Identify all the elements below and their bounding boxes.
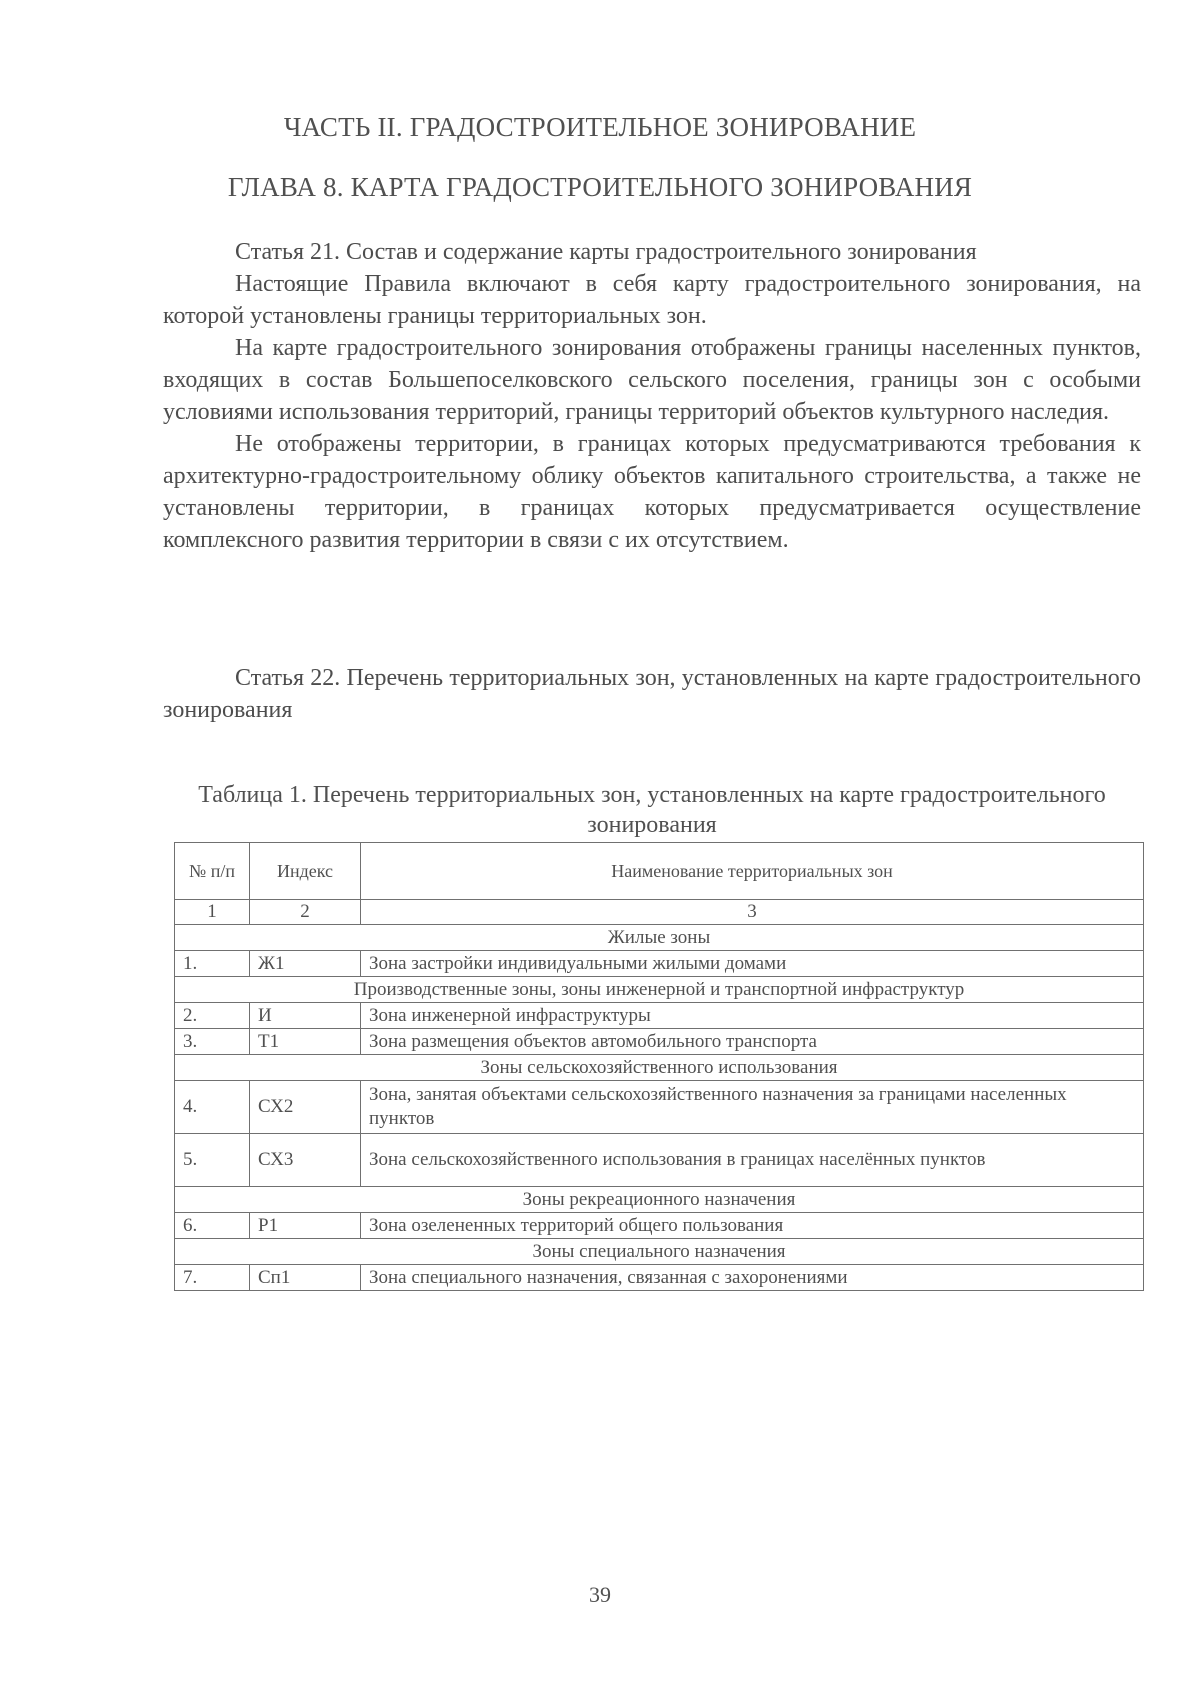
table-caption: Таблица 1. Перечень территориальных зон, установленных на карте градостроительного зонирования	[198, 782, 1106, 838]
zone-group-title: Зоны специального назначения	[175, 1239, 1144, 1265]
part-title: ЧАСТЬ II. ГРАДОСТРОИТЕЛЬНОЕ ЗОНИРОВАНИЕ	[283, 112, 917, 142]
header-zone-name: Наименование территориальных зон	[361, 843, 1144, 900]
column-number: 1	[175, 900, 250, 925]
table-body	[175, 900, 1144, 1291]
table-row	[175, 951, 1144, 977]
chapter-title: ГЛАВА 8. КАРТА ГРАДОСТРОИТЕЛЬНОГО ЗОНИРОВАНИЯ	[227, 172, 973, 202]
article-21-paragraph: Не отображены территории, в границах которых предусматриваются требования к архитектурно-градостроительному облику объектов капитального строительства, а также не установлены территории, в границах которых предусматривается осуществление комплексного развития территории в связи с их отсутствием.	[163, 431, 1141, 553]
table-header-row	[175, 843, 1144, 900]
article-21-paragraph: На карте градостроительного зонирования отображены границы населенных пунктов, входящих в состав Большепоселковского сельского поселения, границы зон с особыми условиями использования территорий, границы территорий объектов культурного наследия.	[163, 335, 1141, 425]
table-row	[175, 1029, 1144, 1055]
zone-group-row	[175, 977, 1144, 1003]
header-number: № п/п	[175, 843, 250, 900]
column-number: 3	[361, 900, 1144, 925]
article-21	[163, 236, 1141, 556]
zone-index: Сп1	[250, 1265, 361, 1291]
zone-name: Зона застройки индивидуальными жилыми домами	[361, 951, 1144, 977]
article-21-paragraph: Настоящие Правила включают в себя карту градостроительного зонирования, на которой установлены границы территориальных зон.	[163, 271, 1141, 329]
column-number: 2	[250, 900, 361, 925]
zone-number: 2.	[175, 1003, 250, 1029]
zone-number: 4.	[175, 1081, 250, 1134]
zone-number: 7.	[175, 1265, 250, 1291]
zone-name: Зона специального назначения, связанная с захоронениями	[361, 1265, 1144, 1291]
zone-group-title: Зоны рекреационного назначения	[175, 1187, 1144, 1213]
zone-name: Зона инженерной инфраструктуры	[361, 1003, 1144, 1029]
zone-index: Р1	[250, 1213, 361, 1239]
zone-number: 1.	[175, 951, 250, 977]
article-22	[163, 662, 1141, 726]
column-number-row	[175, 900, 1144, 925]
zone-name: Зона размещения объектов автомобильного транспорта	[361, 1029, 1144, 1055]
zone-index: СХ3	[250, 1134, 361, 1187]
zone-group-row	[175, 1187, 1144, 1213]
zone-group-row	[175, 1239, 1144, 1265]
zone-group-title: Жилые зоны	[175, 925, 1144, 951]
article-22-title: Статья 22. Перечень территориальных зон, установленных на карте градостроительного зонирования	[163, 665, 1141, 723]
zone-group-title: Производственные зоны, зоны инженерной и транспортной инфраструктур	[175, 977, 1144, 1003]
table-row	[175, 1003, 1144, 1029]
zone-name: Зона озелененных территорий общего пользования	[361, 1213, 1144, 1239]
zone-group-row	[175, 925, 1144, 951]
zones-table	[174, 842, 1144, 1291]
zone-index: СХ2	[250, 1081, 361, 1134]
article-21-title: Статья 21. Состав и содержание карты градостроительного зонирования	[235, 239, 977, 265]
zone-name: Зона сельскохозяйственного использования в границах населённых пунктов	[361, 1134, 1144, 1187]
zone-group-title: Зоны сельскохозяйственного использования	[175, 1055, 1144, 1081]
zone-index: Т1	[250, 1029, 361, 1055]
zone-number: 6.	[175, 1213, 250, 1239]
zone-index: Ж1	[250, 951, 361, 977]
zone-index: И	[250, 1003, 361, 1029]
zone-group-row	[175, 1055, 1144, 1081]
page-number: 39	[589, 1582, 611, 1607]
zone-number: 3.	[175, 1029, 250, 1055]
table-row	[175, 1134, 1144, 1187]
zone-number: 5.	[175, 1134, 250, 1187]
zone-name: Зона, занятая объектами сельскохозяйственного назначения за границами населенных пунктов	[361, 1081, 1144, 1134]
table-row	[175, 1265, 1144, 1291]
header-index: Индекс	[250, 843, 361, 900]
table-row	[175, 1081, 1144, 1134]
table-row	[175, 1213, 1144, 1239]
